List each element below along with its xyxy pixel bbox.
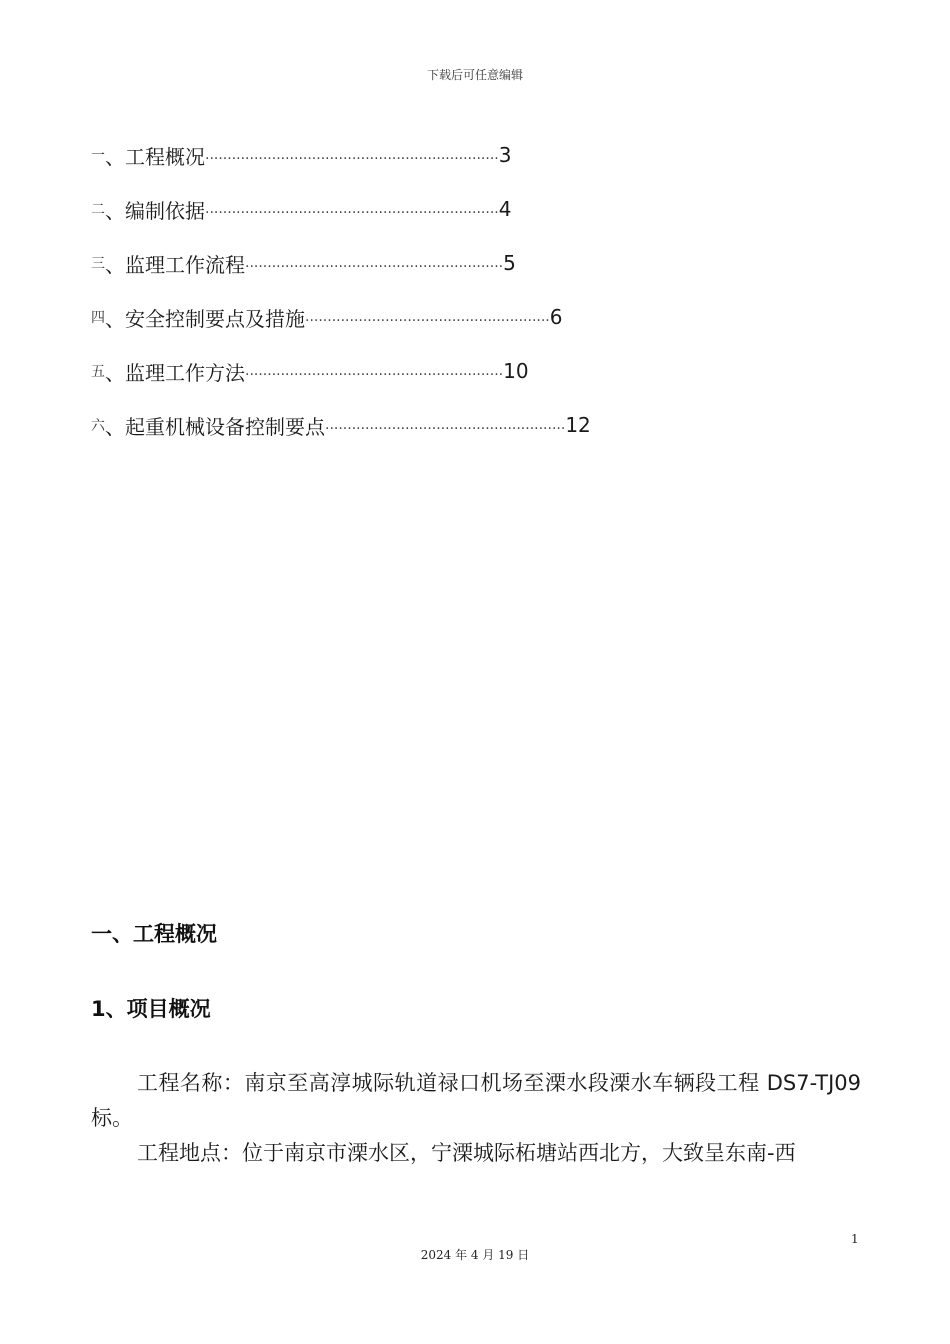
toc-item-page: 12 (565, 413, 591, 437)
subsection-heading: 1、项目概况 (91, 997, 211, 1021)
toc-item-leader-dots: ....................................................... (305, 309, 550, 325)
toc-item-title: 起重机械设备控制要点 (125, 414, 325, 439)
toc-item-number: 六 (91, 418, 105, 434)
toc-item-separator: 、 (105, 306, 125, 331)
toc-item-leader-dots: .................................................................. (205, 147, 499, 163)
section-heading: 一、工程概况 (91, 922, 217, 946)
footer-date: 2024 年 4 月 19 日 (420, 1248, 530, 1262)
toc-item-separator: 、 (105, 252, 125, 277)
toc-item[interactable] (91, 344, 691, 398)
toc-item-page: 6 (549, 305, 563, 329)
toc-item-page: 4 (498, 197, 512, 221)
toc-item-title: 安全控制要点及措施 (125, 306, 305, 331)
toc-item-number: 三 (91, 256, 105, 272)
toc-item-leader-dots: .......................................................... (245, 255, 504, 271)
toc-item-separator: 、 (105, 198, 125, 223)
page-number: 1 (851, 1232, 859, 1246)
toc-item[interactable] (91, 128, 691, 182)
toc-item[interactable] (91, 290, 691, 344)
toc-item-title: 监理工作流程 (125, 252, 245, 277)
toc-item-number: 一 (91, 148, 105, 164)
toc-item-title: 工程概况 (125, 144, 205, 169)
paragraph-project-name: 工程名称：南京至高淳城际轨道禄口机场至溧水段溧水车辆段工程 DS7-TJ09 标。 (91, 1071, 861, 1130)
toc-item-separator: 、 (105, 414, 125, 439)
toc-item-separator: 、 (105, 144, 125, 169)
toc-item[interactable] (91, 182, 691, 236)
toc-item-number: 五 (91, 364, 105, 380)
toc-item-number: 四 (91, 310, 105, 326)
toc-item[interactable] (91, 398, 691, 452)
toc-item-title: 监理工作方法 (125, 360, 245, 385)
toc-item-number: 二 (91, 202, 105, 218)
toc-item-title: 编制依据 (125, 198, 205, 223)
toc-item-leader-dots: .......................................................... (245, 363, 504, 379)
toc-item-leader-dots: .................................................................. (205, 201, 499, 217)
toc-item-separator: 、 (105, 360, 125, 385)
header-note: 下载后可任意编辑 (426, 68, 523, 82)
toc-item-page: 10 (503, 359, 529, 383)
body-text (91, 1066, 861, 1171)
toc-item[interactable] (91, 236, 691, 290)
toc-item-page: 3 (498, 143, 512, 167)
toc-item-page: 5 (503, 251, 516, 275)
paragraph-project-location: 工程地点：位于南京市溧水区，宁溧城际柘塘站西北方，大致呈东南-西 (137, 1141, 796, 1165)
table-of-contents (91, 128, 691, 452)
toc-item-leader-dots: ...................................................... (325, 417, 566, 433)
